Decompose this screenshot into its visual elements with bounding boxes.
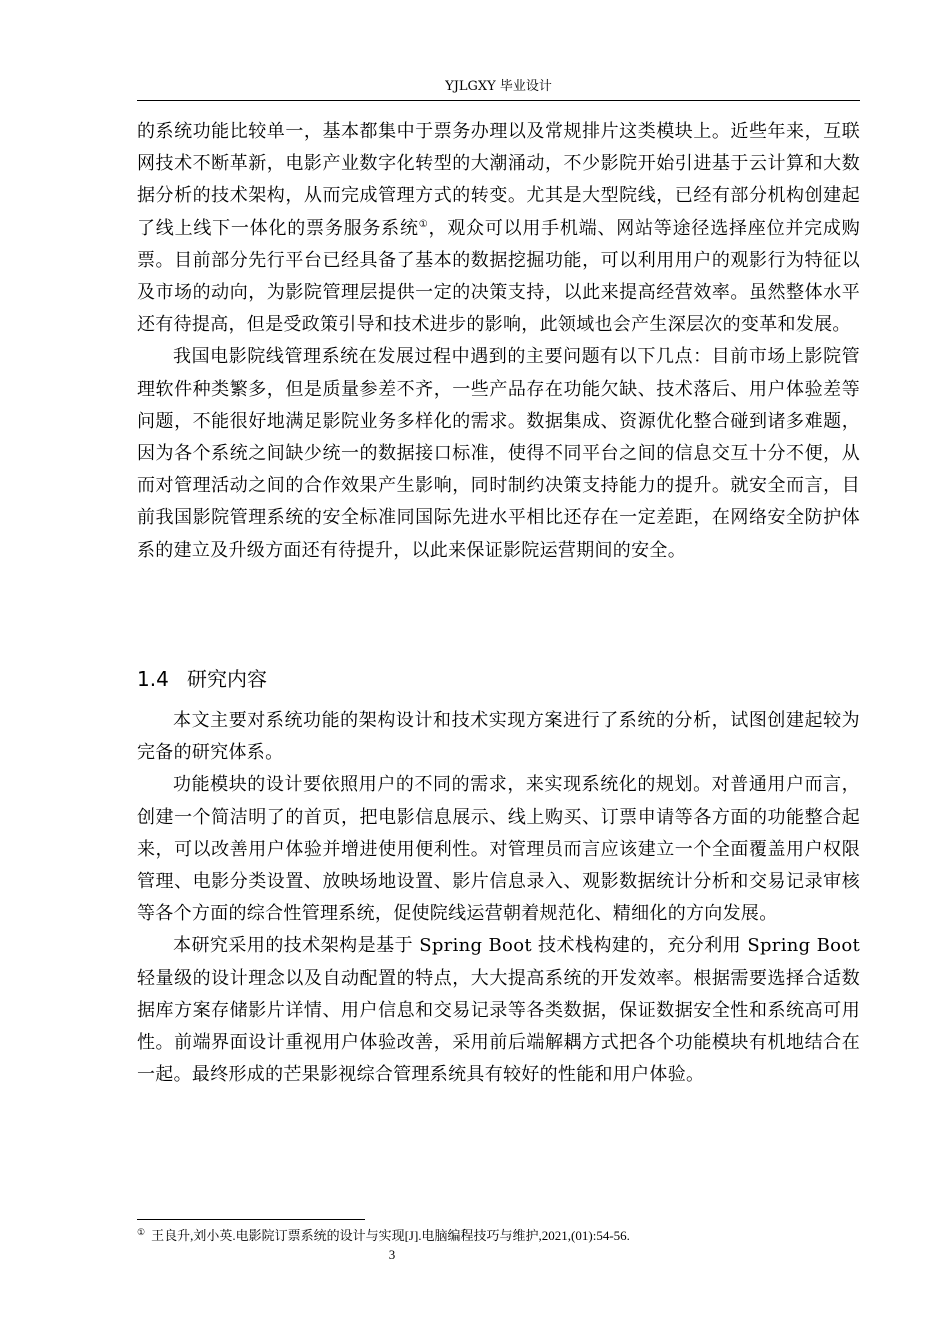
footnote-separator (137, 1219, 365, 1220)
page-number: 3 (388, 1247, 396, 1262)
header-rule (137, 100, 860, 101)
footnote-text: 王良升,刘小英.电影院订票系统的设计与实现[J].电脑编程技巧与维护,2021,(01):54-56. (151, 1228, 630, 1243)
body-text-section (137, 705, 860, 1091)
section-title: 研究内容 (187, 667, 267, 691)
running-header: YJLGXY 毕业设计 (445, 79, 552, 94)
section-heading (137, 664, 267, 694)
paragraph: 我国电影院线管理系统在发展过程中遇到的主要问题有以下几点：目前市场上影院管理软件种类繁多，但是质量参差不齐，一些产品存在功能欠缺、技术落后、用户体验差等问题，不能很好地满足影院业务多样化的需求。数据集成、资源优化整合碰到诸多难题，因为各个系统之间缺少统一的数据接口标准，使得不同平台之间的信息交互十分不便，从而对管理活动之间的合作效果产生影响，同时制约决策支持能力的提升。就安全而言，目前我国影院管理系统的安全标准同国际先进水平相比还存在一定差距，在网络安全防护体系的建立及升级方面还有待提升，以此来保证影院运营期间的安全。 (137, 346, 860, 561)
paragraph: 功能模块的设计要依照用户的不同的需求，来实现系统化的规划。对普通用户而言，创建一个简洁明了的首页，把电影信息展示、线上购买、订票申请等各方面的功能整合起来，可以改善用户体验并增进使用便利性。对管理员而言应该建立一个全面覆盖用户权限管理、电影分类设置、放映场地设置、影片信息录入、观影数据统计分析和交易记录审核等各个方面的综合性管理系统，促使院线运营朝着规范化、精细化的方向发展。 (137, 774, 860, 925)
paragraph: 本研究采用的技术架构是基于 Spring Boot 技术栈构建的，充分利用 Spring Boot 轻量级的设计理念以及自动配置的特点，大大提高系统的开发效率。根据需要选择合适数据库方案存储影片详情、用户信息和交易记录等各类数据，保证数据安全性和系统高可用性。前端界面设计重视用户体验改善，采用前后端解耦方式把各个功能模块有机地结合在一起。最终形成的芒果影视综合管理系统具有较好的性能和用户体验。 (137, 935, 860, 1086)
footnote-mark: ① (137, 1226, 146, 1237)
paragraph-text: 的系统功能比较单一，基本都集中于票务办理以及常规排片这类模块上。近些年来，互联网技术不断革新，电影产业数字化转型的大潮涌动，不少影院开始引进基于云计算和大数据分析的技术架构，从而完成管理方式的转变。尤其是大型院线，已经有部分机构创建起了线上线下一体化的票务服务系统 (137, 121, 860, 239)
paragraph: 本文主要对系统功能的架构设计和技术实现方案进行了系统的分析，试图创建起较为完备的研究体系。 (137, 710, 860, 764)
paragraph-continued (137, 116, 860, 341)
footnote-reference-mark: ① (418, 218, 429, 230)
paragraph-text: ，观众可以用手机端、网站等途径选择座位并完成购票。目前部分先行平台已经具备了基本的数据挖掘功能，可以利用用户的观影行为特征以及市场的动向，为影院管理层提供一定的决策支持，以此来提高经营效率。虽然整体水平还有待提高，但是受政策引导和技术进步的影响，此领域也会产生深层次的变革和发展。 (137, 217, 860, 336)
footnote (137, 1227, 860, 1245)
section-number: 1.4 (137, 667, 169, 691)
body-text-top (137, 116, 860, 567)
